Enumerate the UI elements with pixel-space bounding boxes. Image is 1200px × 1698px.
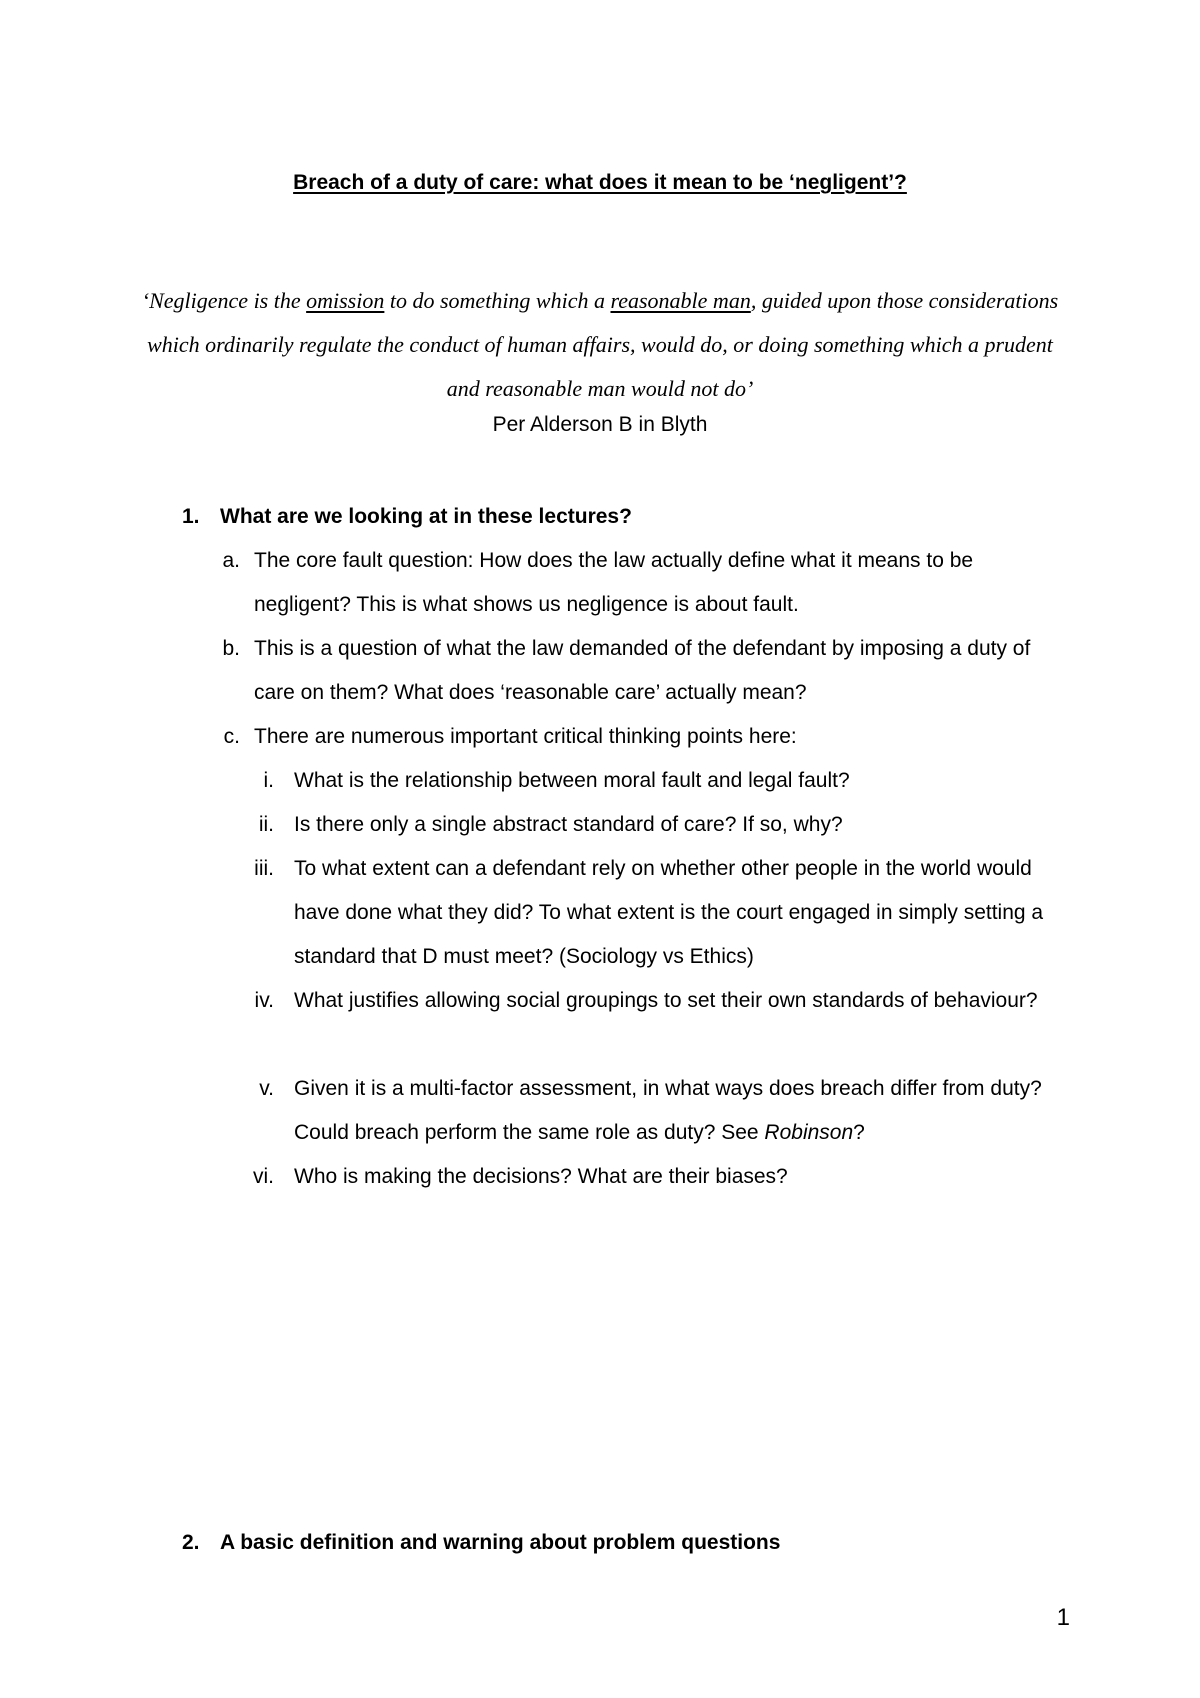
document-title: Breach of a duty of care: what does it mean to be ‘negligent’? [293, 171, 907, 194]
sub-list-item-text: What justifies allowing social groupings to set their own standards of behaviour? [294, 989, 1038, 1012]
sub-list-item-text-main: Given it is a multi-factor assessment, in what ways does breach differ from duty? Could breach perform the same role as duty? See [294, 1077, 1042, 1144]
list-item-text: There are numerous important critical thinking points here: [254, 725, 797, 748]
quote-underline-omission: omission [306, 288, 385, 313]
sub-list-item-marker: vi. [253, 1165, 274, 1188]
list-item-marker: c. [223, 725, 240, 748]
list-item-text: The core fault question: How does the law actually define what it means to be negligent? This is what shows us negligence is about fault. [254, 549, 974, 616]
sub-list-item-marker: ii. [258, 813, 274, 836]
quote-attribution: Per Alderson B in Blyth [492, 413, 708, 436]
section-2-title: A basic definition and warning about problem questions [220, 1531, 781, 1554]
quote-part-1: ‘Negligence is the [141, 288, 307, 313]
page-number: 1 [1056, 1604, 1070, 1631]
sub-list-item-marker: v. [259, 1077, 274, 1100]
sub-list-item-text: Who is making the decisions? What are their biases? [294, 1165, 788, 1188]
sub-list-item-text: Is there only a single abstract standard of care? If so, why? [294, 813, 843, 836]
quote-part-3: , guided upon those considerations which ordinarily regulate the conduct of human affairs, would do, or doing something which a prudent and reasonable man would not do’ [147, 288, 1059, 401]
sub-list-item-text: What is the relationship between moral fault and legal fault? [294, 769, 850, 792]
sub-list-item-text [294, 1067, 1070, 1155]
sub-list-item-marker: i. [263, 769, 274, 792]
case-name-robinson: Robinson [764, 1121, 854, 1144]
section-1-title: What are we looking at in these lectures? [220, 505, 632, 528]
list-item-text: This is a question of what the law demanded of the defendant by imposing a duty of care on them? What does ‘reasonable care’ actually mean? [254, 637, 1031, 704]
list-item-marker: a. [222, 549, 240, 572]
sub-list-item-marker: iii. [254, 857, 274, 880]
list-item-marker: b. [222, 637, 240, 660]
negligence-quote [130, 279, 1070, 411]
quote-part-2: to do something which a [384, 288, 611, 313]
sub-list-item-text: To what extent can a defendant rely on whether other people in the world would have done what they did? To what extent is the court engaged in simply setting a standard that D must meet? (Sociology vs Ethics) [294, 857, 1044, 968]
section-1-number: 1. [182, 505, 200, 528]
quote-underline-reasonable-man: reasonable man [610, 288, 751, 313]
section-2-number: 2. [182, 1531, 200, 1554]
sub-list-item-text-tail: ? [853, 1121, 865, 1144]
sub-list-item-marker: iv. [254, 989, 274, 1012]
